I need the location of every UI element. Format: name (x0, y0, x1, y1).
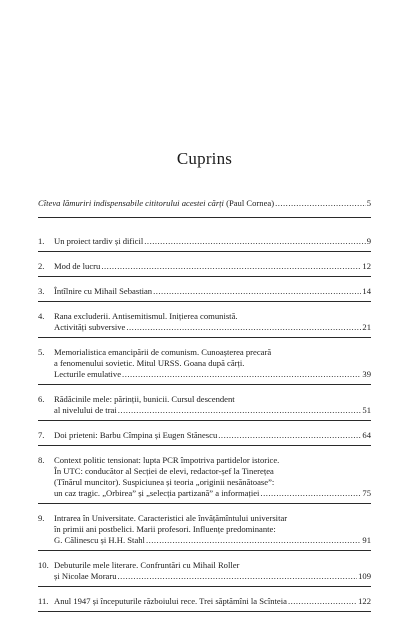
toc-entry-title: al nivelului de trai (54, 405, 117, 415)
divider (38, 586, 371, 587)
page-number: 51 (362, 405, 371, 415)
page-number: 122 (358, 596, 371, 606)
toc-entry-line: în primii ani postbelici. Marii profesori. Influențe predominante: (54, 524, 276, 534)
entry-number: 2. (38, 261, 45, 271)
toc-entry-title: Mod de lucru (54, 261, 101, 271)
leader-dots (153, 286, 361, 297)
page-number: 64 (362, 430, 371, 440)
toc-entry-title-italic: Cîteva lămuriri indispensabile cititorului acestei cărți (38, 198, 224, 208)
page-number: 39 (362, 369, 371, 379)
toc-entry (38, 286, 371, 297)
table-of-contents (38, 198, 371, 612)
toc-entry (38, 394, 371, 416)
toc-entry-title: Lecturile emulative (54, 369, 122, 379)
leader-dots (146, 535, 361, 546)
toc-entry-line: În UTC: conducător al Secției de elevi, redactor-șef la Tinerețea (54, 466, 274, 476)
divider (38, 445, 371, 446)
entry-number: 10. (38, 560, 49, 570)
toc-entry-line: Memorialistica emancipării de comunism. Cunoașterea precară (54, 347, 272, 357)
divider (38, 251, 371, 252)
toc-entry-title: și Nicolae Moraru (54, 571, 117, 581)
leader-dots (275, 198, 366, 209)
toc-entry-title: Activități subversive (54, 322, 126, 332)
divider (38, 337, 371, 338)
entry-number: 4. (38, 311, 45, 321)
toc-entry-title: Întîlnire cu Mihail Sebastian (54, 286, 153, 296)
toc-entry-intro (38, 198, 371, 209)
toc-entry-line: Context politic tensionat: lupta PCR împotriva partidelor istorice. (54, 455, 280, 465)
divider (38, 301, 371, 302)
leader-dots (118, 571, 358, 582)
leader-dots (122, 369, 361, 380)
toc-entry-line: a fenomenului sovietic. Mitul URSS. Goana după cărți. (54, 358, 245, 368)
entry-number: 6. (38, 394, 45, 404)
page-title: Cuprins (176, 149, 233, 168)
entry-number: 9. (38, 513, 45, 523)
toc-entry-title: Un proiect tardiv și dificil (54, 236, 144, 246)
leader-dots (144, 236, 365, 247)
leader-dots (218, 430, 361, 441)
entry-number: 5. (38, 347, 45, 357)
toc-entry (38, 236, 371, 247)
divider (38, 503, 371, 504)
toc-entry-title: G. Călinescu și H.H. Stahl (54, 535, 145, 545)
toc-entry-line: Rana excluderii. Antisemitismul. Inițierea comunistă. (54, 311, 238, 321)
toc-entry (38, 261, 371, 272)
divider (38, 420, 371, 421)
page-number: 9 (366, 236, 371, 246)
toc-entry (38, 596, 371, 607)
divider (38, 384, 371, 385)
toc-entry (38, 455, 371, 499)
toc-entry-title: Doi prieteni: Barbu Cîmpina și Eugen Stănescu (54, 430, 218, 440)
divider (38, 276, 371, 277)
page-number: 75 (362, 488, 371, 498)
divider (38, 611, 371, 612)
entry-number: 1. (38, 236, 45, 246)
page-number: 14 (362, 286, 371, 296)
page-number: 12 (362, 261, 371, 271)
toc-entry (38, 560, 371, 582)
toc-entry-title: (Paul Cornea) (223, 198, 275, 208)
leader-dots (288, 596, 357, 607)
toc-entry-line: Rădăcinile mele: părinții, bunicii. Cursul descendent (54, 394, 235, 404)
entry-number: 8. (38, 455, 45, 465)
toc-entry (38, 513, 371, 546)
page-number: 5 (366, 198, 371, 208)
page-number: 21 (362, 322, 371, 332)
toc-entry-line: Debuturile mele literare. Confruntări cu Mihail Roller (54, 560, 240, 570)
toc-entry (38, 311, 371, 333)
page-number: 109 (358, 571, 371, 581)
toc-entry (38, 347, 371, 380)
toc-entry (38, 430, 371, 441)
entry-number: 3. (38, 286, 45, 296)
entry-number: 7. (38, 430, 45, 440)
leader-dots (118, 405, 362, 416)
toc-entry-line: Intrarea în Universitate. Caracteristici ale învățămîntului universitar (54, 513, 288, 523)
toc-entry-title: Anul 1947 și începuturile războiului rece. Trei săptămîni la Scînteia (54, 596, 287, 606)
leader-dots (101, 261, 361, 272)
toc-entry-line: (Tînărul muncitor). Suspiciunea și teoria „originii nesănătoase”: (54, 477, 275, 487)
page-number: 91 (362, 535, 371, 545)
divider (38, 550, 371, 551)
leader-dots (260, 488, 361, 499)
leader-dots (126, 322, 361, 333)
divider (38, 217, 371, 218)
toc-entry-title: un caz tragic. „Orbirea” și „selecția partizană” a informației (54, 488, 260, 498)
entry-number: 11. (38, 596, 49, 606)
